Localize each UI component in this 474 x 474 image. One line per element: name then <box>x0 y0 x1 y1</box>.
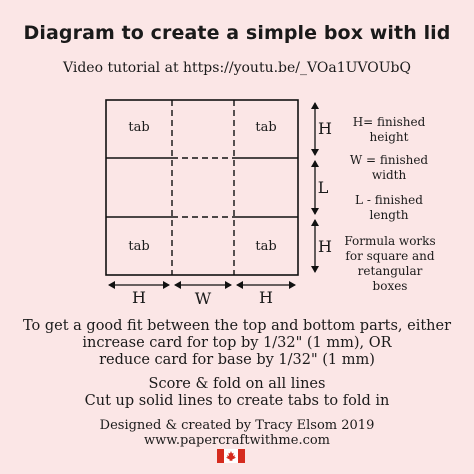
credits-website[interactable]: www.papercraftwithme.com <box>143 433 331 448</box>
legend-height <box>348 115 430 145</box>
fit-instructions-line3: reduce card for base by 1/32" (1 mm) <box>99 352 375 368</box>
legend-width-line1: W = finished <box>349 153 429 167</box>
video-tutorial-link[interactable]: Video tutorial at https://youtu.be/_VOa1UVOUbQ <box>63 60 411 76</box>
legend-formula-note <box>340 234 440 294</box>
legend-height-line1: H= finished <box>352 115 426 129</box>
dimension-label-right-bottom: H <box>318 237 332 256</box>
dimension-label-right-middle: L <box>317 178 329 197</box>
legend-height-line2: height <box>369 130 409 144</box>
dimension-label-right-top: H <box>318 119 332 138</box>
dimension-label-bottom-right: H <box>259 288 273 307</box>
tab-label-top-right: tab <box>255 120 277 135</box>
fit-instructions-line2: increase card for top by 1/32" (1 mm), OR <box>82 335 392 351</box>
score-instructions-line2: Cut up solid lines to create tabs to fold in <box>84 393 390 409</box>
fit-instructions <box>0 318 474 369</box>
credits <box>0 418 474 448</box>
legend-length <box>348 193 430 223</box>
legend-formula-line1: Formula works <box>344 234 436 248</box>
score-instructions <box>0 376 474 410</box>
legend-formula-line2: for square and <box>345 249 435 263</box>
diagram-title: Diagram to create a simple box with lid <box>23 22 451 44</box>
credits-author: Designed & created by Tracy Elsom 2019 <box>99 418 375 433</box>
score-instructions-line1: Score & fold on all lines <box>148 376 326 392</box>
tab-label-bottom-left: tab <box>128 239 150 254</box>
legend-formula-line3: retangular boxes <box>357 264 423 293</box>
dimension-label-bottom-middle: W <box>194 289 212 308</box>
legend-length-line1: L - finished <box>355 193 423 207</box>
legend-width-line2: width <box>371 168 407 182</box>
dimension-label-bottom-left: H <box>132 288 146 307</box>
fit-instructions-line1: To get a good fit between the top and bottom parts, either <box>22 318 452 334</box>
legend-length-line2: length <box>369 208 409 222</box>
tab-label-bottom-right: tab <box>255 239 277 254</box>
canada-flag-icon <box>217 449 245 463</box>
tab-label-top-left: tab <box>128 120 150 135</box>
legend-width <box>348 153 430 183</box>
